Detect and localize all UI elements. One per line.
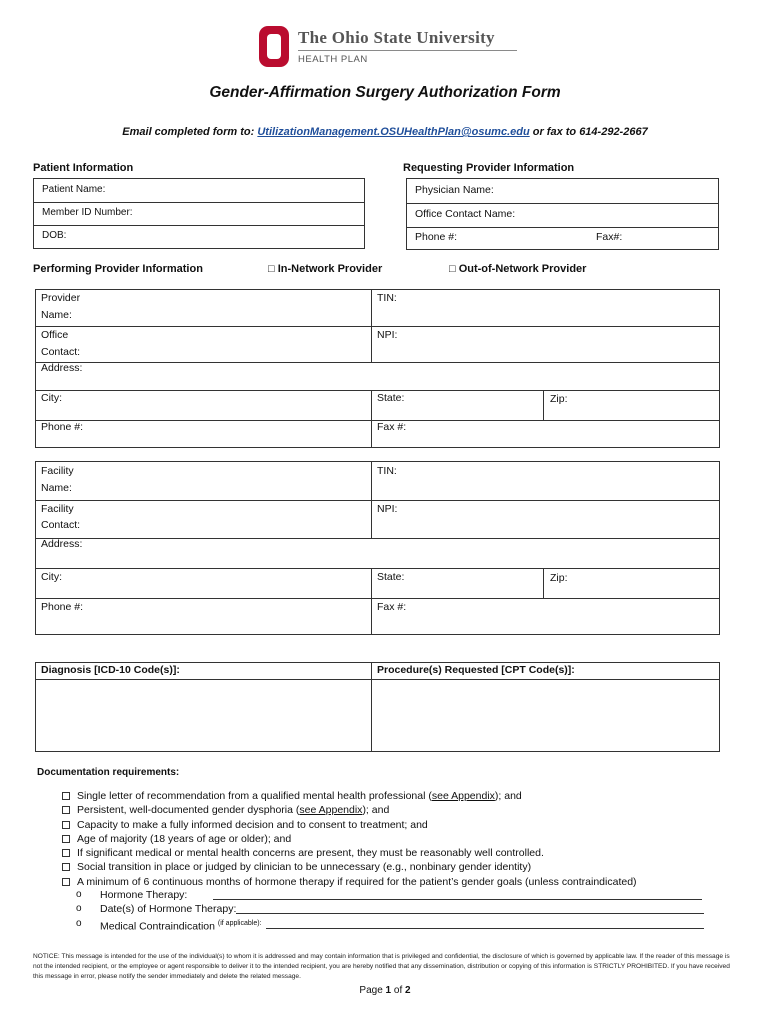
provider-city-field[interactable]: City:: [41, 392, 62, 404]
checkbox-icon[interactable]: [62, 849, 70, 857]
submission-instructions: [0, 126, 770, 138]
page-number: Page 1 of 2: [359, 985, 411, 996]
facility-zip-field[interactable]: Zip:: [550, 572, 568, 584]
checkbox-icon[interactable]: [62, 835, 70, 843]
codes-table: [35, 662, 720, 752]
provider-zip-field[interactable]: Zip:: [550, 393, 568, 405]
checkbox-icon[interactable]: [62, 821, 70, 829]
requesting-provider-heading: Requesting Provider Information: [403, 162, 575, 174]
hormone-therapy-dates-field[interactable]: o Date(s) of Hormone Therapy:: [76, 902, 261, 916]
requirement-item: Persistent, well-documented gender dysphoria (see Appendix); and: [62, 803, 637, 817]
patient-name-field[interactable]: Patient Name:: [42, 184, 106, 195]
requesting-fax-field[interactable]: Fax#:: [596, 231, 623, 243]
diagnosis-codes-label: Diagnosis [ICD-10 Code(s)]:: [41, 664, 180, 676]
logo-divider: [298, 50, 517, 51]
form-title: Gender-Affirmation Surgery Authorization Form: [209, 84, 561, 101]
facility-fax-field[interactable]: Fax #:: [377, 601, 407, 613]
facility-contact-label-1: Facility: [41, 503, 74, 515]
provider-npi-field[interactable]: NPI:: [377, 329, 398, 341]
hormone-therapy-field[interactable]: o Hormone Therapy:: [76, 888, 261, 902]
provider-office-label-2: Contact:: [41, 346, 81, 358]
requirement-item: Single letter of recommendation from a qualified mental health professional (see Appendix); and: [62, 789, 637, 803]
provider-tin-field[interactable]: TIN:: [377, 292, 397, 304]
facility-tin-field[interactable]: TIN:: [377, 465, 397, 477]
facility-name-label-2: Name:: [41, 482, 72, 494]
facility-address-field[interactable]: Address:: [41, 538, 83, 550]
provider-state-field[interactable]: State:: [377, 392, 405, 404]
email-prefix: Email completed form to:: [122, 126, 258, 138]
requirement-item: A minimum of 6 continuous months of hormone therapy if required for the patient’s gender goals (unless contraindicated): [62, 875, 637, 889]
facility-city-field[interactable]: City:: [41, 571, 62, 583]
appendix-link[interactable]: see Appendix: [299, 804, 363, 817]
bullet-icon: o: [76, 889, 82, 900]
provider-fax-field[interactable]: Fax #:: [377, 421, 407, 433]
patient-info-heading: Patient Information: [33, 162, 134, 174]
performing-provider-heading: Performing Provider Information: [33, 263, 203, 275]
medical-contraindication-field[interactable]: o Medical Contraindication $^{(if applicable):}$: [76, 917, 261, 931]
facility-npi-field[interactable]: NPI:: [377, 503, 398, 515]
appendix-link[interactable]: see Appendix: [431, 790, 495, 802]
diagnosis-codes-input[interactable]: [36, 680, 371, 751]
checkbox-icon[interactable]: [62, 863, 70, 871]
fax-instruction: or fax to 614-292-2667: [529, 126, 648, 138]
in-network-checkbox[interactable]: □ In-Network Provider: [268, 263, 383, 275]
procedure-codes-label: Procedure(s) Requested [CPT Code(s)]:: [377, 664, 575, 676]
facility-phone-field[interactable]: Phone #:: [41, 601, 84, 613]
requesting-provider-box: [406, 178, 719, 250]
checkbox-icon[interactable]: [62, 878, 70, 886]
bullet-icon: o: [76, 917, 82, 929]
provider-phone-field[interactable]: Phone #:: [41, 421, 84, 433]
requirements-list: [62, 789, 637, 889]
checkbox-icon[interactable]: [62, 806, 70, 814]
checkbox-icon[interactable]: [62, 792, 70, 800]
facility-name-label-1: Facility: [41, 465, 74, 477]
requirement-item: If significant medical or mental health concerns are present, they must be reasonably well controlled.: [62, 846, 637, 860]
osu-health-plan-logo: [259, 26, 529, 68]
provider-name-label-2: Name:: [41, 309, 72, 321]
out-of-network-checkbox[interactable]: □ Out-of-Network Provider: [449, 263, 587, 275]
bullet-icon: o: [76, 903, 82, 915]
patient-info-box: [33, 178, 365, 249]
facility-contact-label-2: Contact:: [41, 519, 81, 531]
procedure-codes-input[interactable]: [372, 680, 719, 751]
physician-name-field[interactable]: Physician Name:: [415, 184, 494, 196]
requesting-phone-field[interactable]: Phone #:: [415, 231, 458, 243]
health-plan-label: HEALTH PLAN: [298, 54, 368, 65]
documentation-heading: Documentation requirements:: [37, 767, 180, 778]
member-id-field[interactable]: Member ID Number:: [42, 207, 133, 218]
requirement-item: Age of majority (18 years of age or older); and: [62, 832, 637, 846]
facility-state-field[interactable]: State:: [377, 571, 405, 583]
provider-address-field[interactable]: Address:: [41, 362, 83, 374]
university-name: The Ohio State University: [298, 28, 495, 47]
block-o-logo-icon: [259, 26, 289, 67]
provider-office-label-1: Office: [41, 329, 69, 341]
hormone-subfields: [76, 888, 261, 931]
requirement-item: Capacity to make a fully informed decision and to consent to treatment; and: [62, 818, 637, 832]
facility-table: [35, 461, 720, 635]
provider-name-label-1: Provider: [41, 292, 81, 304]
email-link[interactable]: UtilizationManagement.OSUHealthPlan@osumc.edu: [257, 126, 530, 138]
office-contact-name-field[interactable]: Office Contact Name:: [415, 208, 516, 220]
provider-table: [35, 289, 720, 448]
requirement-item: Social transition in place or judged by clinician to be unnecessary (e.g., nonbinary gender identity): [62, 860, 637, 874]
dob-field[interactable]: DOB:: [42, 230, 67, 241]
confidentiality-notice: NOTICE: This message is intended for the use of the individual(s) to whom it is addressed and may contain information that is privileged and confidential, the disclosure of which is governed by applicable law. If the reader of this message is not the intended recipient, or the employee or agent responsible to deliver it to the intended recipient, you are hereby notified that any dissemination, distribution or copying of this information is STRICTLY PROHIBITED. If you have received this message in error, please notify the sender immediately and delete the related message.: [33, 953, 730, 980]
